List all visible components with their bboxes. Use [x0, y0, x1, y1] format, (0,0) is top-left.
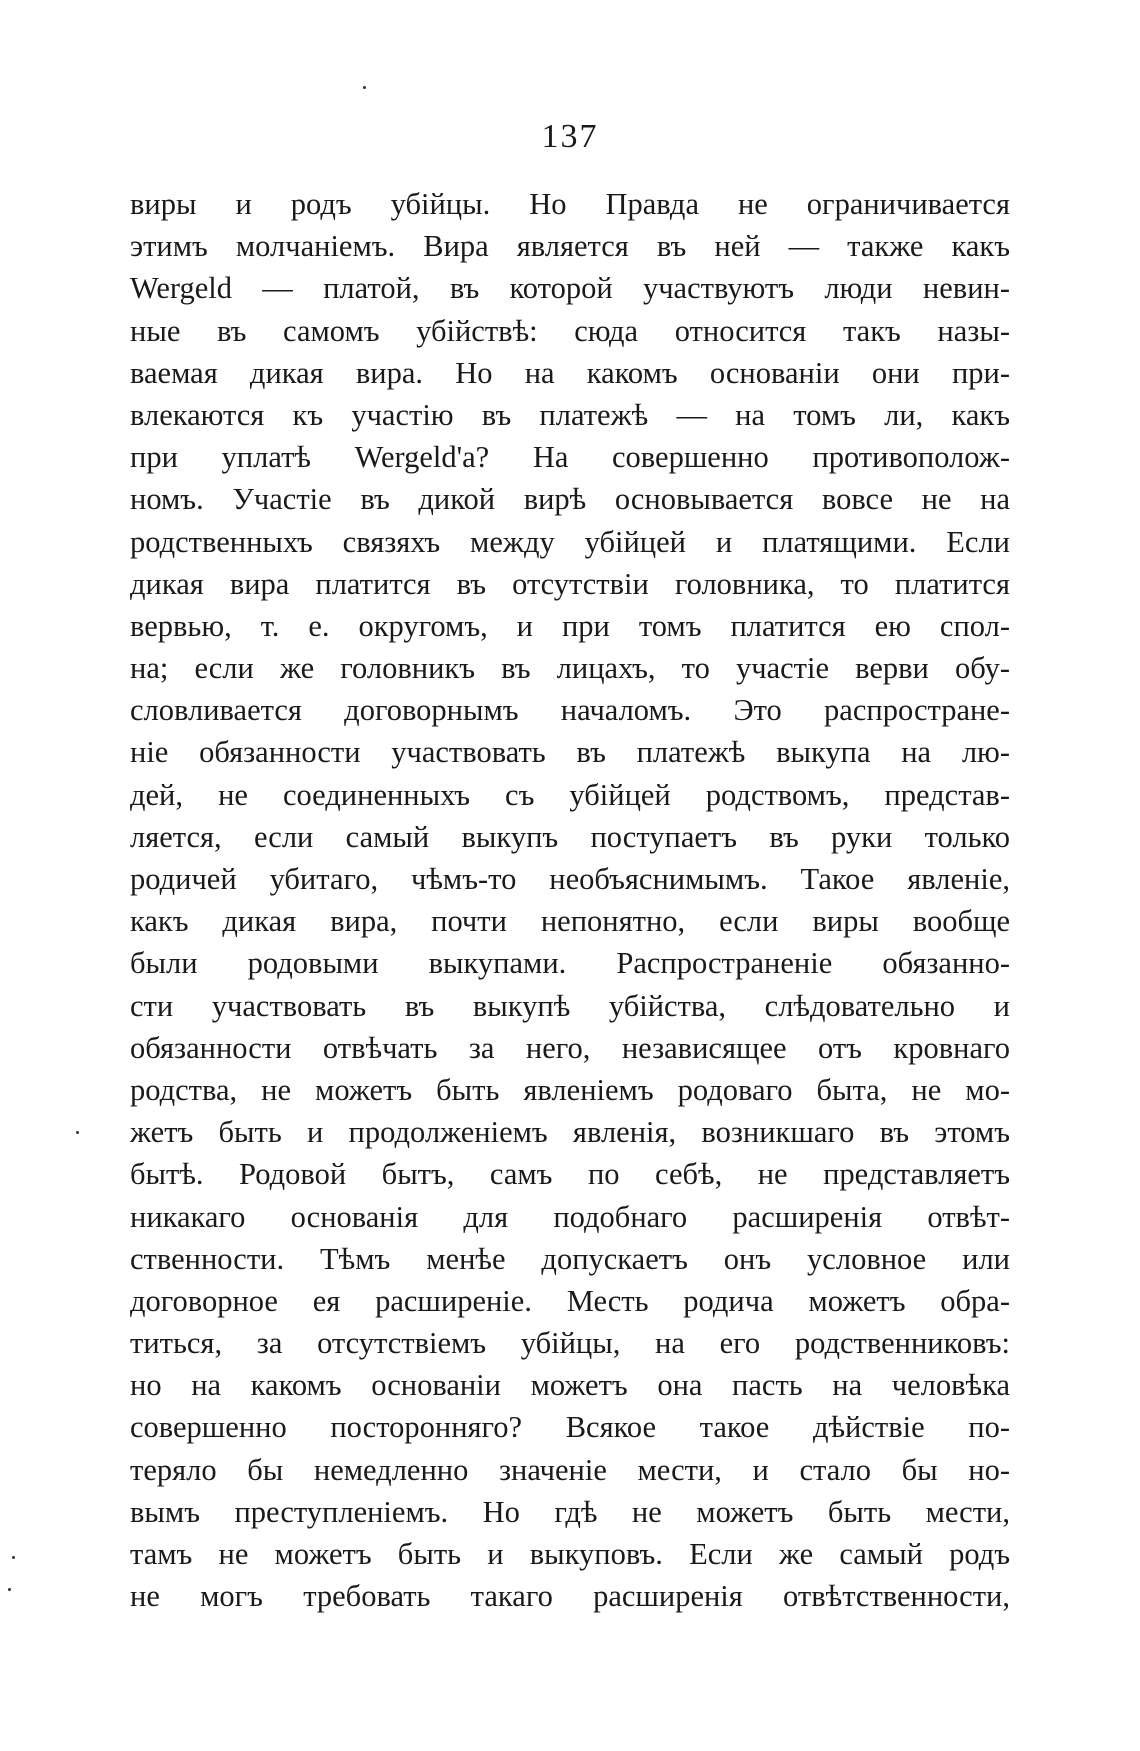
print-speck: [8, 1588, 11, 1591]
text-line: ственности. Тѣмъ менѣе допускаетъ онъ условное или: [130, 1241, 1010, 1276]
text-line: совершенно посторонняго? Всякое такое дѣйствіе по-: [130, 1410, 1010, 1445]
text-line: родственныхъ связяхъ между убійцей и платящими. Если: [130, 524, 1010, 559]
text-line: ваемая дикая вира. Но на какомъ основаніи они при-: [130, 355, 1010, 390]
print-speck: [76, 1131, 79, 1134]
text-line: сти участвовать въ выкупѣ убійства, слѣдовательно и: [130, 988, 1010, 1023]
text-line: вымъ преступленіемъ. Но гдѣ не можетъ быть мести,: [130, 1494, 1010, 1529]
text-line: этимъ молчаніемъ. Вира является въ ней — также какъ: [130, 229, 1010, 264]
text-line: Wergeld — платой, въ которой участвуютъ люди невин-: [130, 271, 1010, 306]
text-line: ніе обязанности участвовать въ платежѣ выкупа на лю-: [130, 735, 1010, 770]
text-line: обязанности отвѣчать за него, независящее отъ кровнаго: [130, 1030, 1010, 1065]
print-speck: [363, 86, 366, 89]
text-line: тамъ не можетъ быть и выкуповъ. Если же самый родъ: [130, 1537, 1010, 1571]
text-line: номъ. Участіе въ дикой вирѣ основывается вовсе не на: [130, 482, 1010, 517]
text-line: не могъ требовать такаго расширенія отвѣтственности,: [130, 1579, 1010, 1614]
text-line: дей, не соединенныхъ съ убійцей родствомъ, представ-: [130, 777, 1010, 812]
text-line: теряло бы немедленно значеніе мести, и стало бы но-: [130, 1452, 1010, 1487]
print-speck: [12, 1556, 15, 1559]
text-line: виры и родъ убійцы. Но Правда не ограничивается: [130, 187, 1010, 221]
text-line: какъ дикая вира, почти непонятно, если виры вообще: [130, 904, 1010, 939]
text-line: родичей убитаго, чѣмъ-то необъяснимымъ. Такое явленіе,: [130, 862, 1010, 896]
text-line: титься, за отсутствіемъ убійцы, на его родственниковъ:: [130, 1326, 1010, 1361]
text-line: родства, не можетъ быть явленіемъ родоваго быта, не мо-: [130, 1072, 1010, 1107]
text-line: дикая вира платится въ отсутствіи головника, то платится: [130, 566, 1010, 601]
text-line: на; если же головникъ въ лицахъ, то участіе верви обу-: [130, 651, 1010, 686]
text-line: ляется, если самый выкупъ поступаетъ въ руки только: [130, 819, 1010, 854]
text-line: бытѣ. Родовой бытъ, самъ по себѣ, не представляетъ: [130, 1157, 1010, 1192]
page-number: 137: [541, 118, 599, 155]
text-line: были родовыми выкупами. Распространеніе обязанно-: [130, 946, 1010, 981]
text-line: жетъ быть и продолженіемъ явленія, возникшаго въ этомъ: [130, 1115, 1010, 1150]
text-line: вервью, т. е. округомъ, и при томъ платится ею спол-: [130, 608, 1010, 643]
text-line: влекаются къ участію въ платежѣ — на томъ ли, какъ: [130, 397, 1010, 432]
text-line: ные въ самомъ убійствѣ: сюда относится такъ назы-: [130, 313, 1010, 348]
text-line: при уплатѣ Wergeld'а? На совершенно противополож-: [130, 440, 1010, 475]
text-line: словливается договорнымъ началомъ. Это распростране-: [130, 693, 1010, 728]
text-line: договорное ея расширеніе. Месть родича можетъ обра-: [130, 1283, 1010, 1318]
text-line: никакаго основанія для подобнаго расширенія отвѣт-: [130, 1199, 1010, 1234]
text-line: но на какомъ основаніи можетъ она пасть на человѣка: [130, 1368, 1010, 1403]
body-text: [130, 183, 1010, 1617]
